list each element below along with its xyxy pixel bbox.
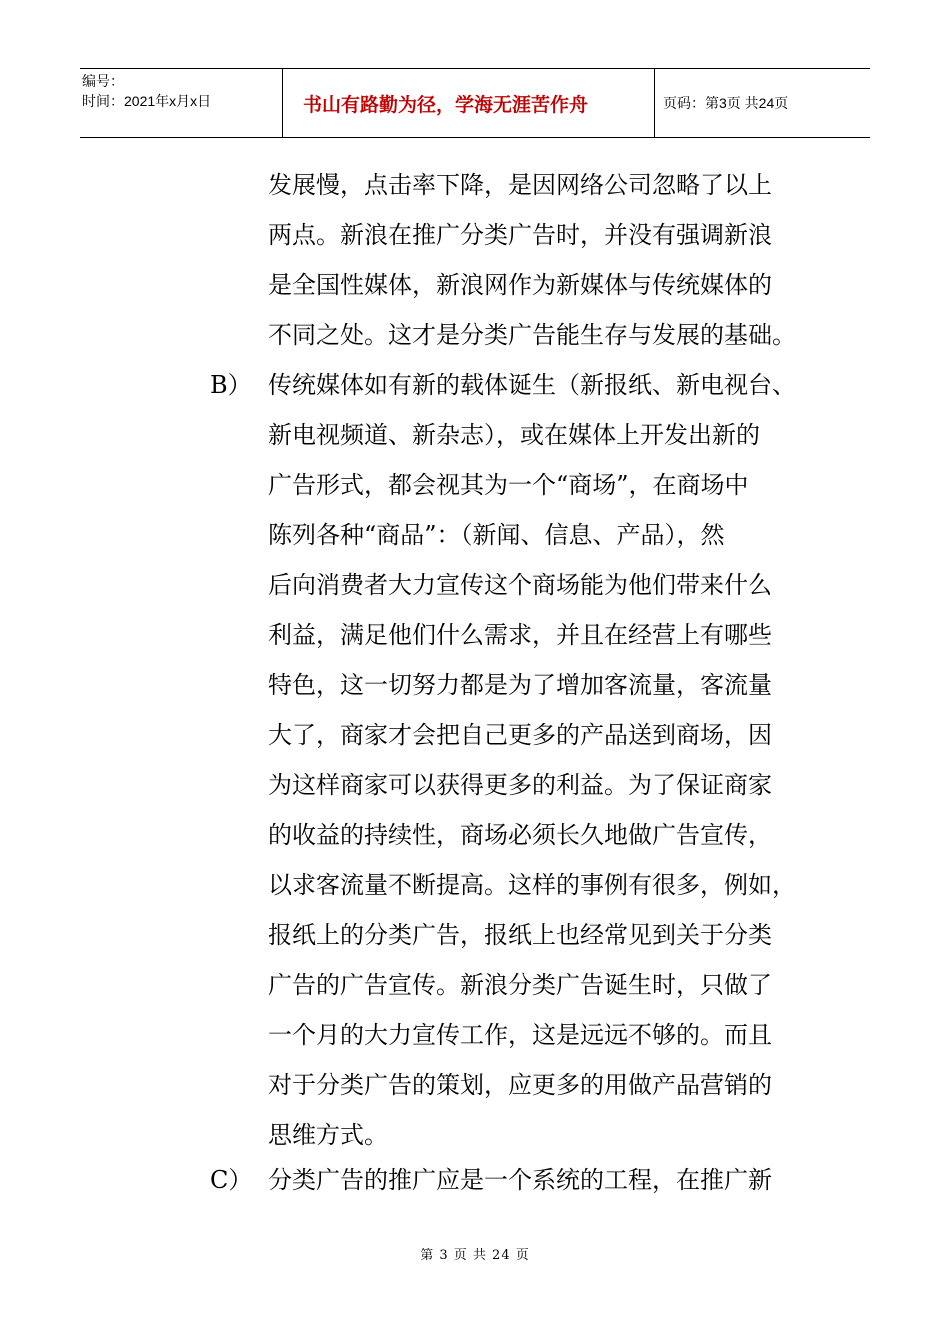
- page-footer: 第 3 页 共 24 页: [420, 1248, 530, 1263]
- text-line: 新电视频道、新杂志），或在媒体上开发出新的: [268, 421, 760, 449]
- text-line: 的收益的持续性，商场必须长久地做广告宣传，: [268, 821, 772, 849]
- header-meta: [80, 69, 282, 137]
- text-line: 特色，这一切努力都是为了增加客流量，客流量: [268, 671, 772, 699]
- text-line: 广告形式，都会视其为一个“商场”，在商场中: [268, 471, 749, 499]
- text-line: 一个月的大力宣传工作，这是远远不够的。而且: [268, 1021, 772, 1049]
- text-line: 广告的广告宣传。新浪分类广告诞生时，只做了: [268, 971, 772, 999]
- document-number-label: 编号：: [82, 73, 124, 89]
- text-line: 传统媒体如有新的载体诞生（新报纸、新电视台、: [268, 371, 796, 399]
- text-line: 陈列各种“商品”：（新闻、信息、产品），然: [268, 521, 725, 549]
- page-header: [80, 68, 870, 138]
- header-page-info: 页码：第3页 共24页: [663, 95, 789, 111]
- text-line: 利益，满足他们什么需求，并且在经营上有哪些: [268, 621, 772, 649]
- list-marker-c: C）: [210, 1166, 253, 1194]
- text-line: 发展慢，点击率下降，是因网络公司忽略了以上: [268, 171, 772, 199]
- text-line: 以求客流量不断提高。这样的事例有很多，例如，: [268, 871, 796, 899]
- text-line: 报纸上的分类广告，报纸上也经常见到关于分类: [268, 921, 772, 949]
- text-line: 分类广告的推广应是一个系统的工程，在推广新: [268, 1166, 772, 1194]
- text-line: 后向消费者大力宣传这个商场能为他们带来什么: [268, 571, 772, 599]
- text-line: 是全国性媒体，新浪网作为新媒体与传统媒体的: [268, 271, 772, 299]
- list-marker-b: B）: [210, 371, 252, 399]
- text-line: 对于分类广告的策划，应更多的用做产品营销的: [268, 1071, 772, 1099]
- document-time-label: 时间：2021年x月x日: [82, 93, 212, 109]
- text-line: 不同之处。这才是分类广告能生存与发展的基础。: [268, 321, 796, 349]
- text-line: 为这样商家可以获得更多的利益。为了保证商家: [268, 771, 772, 799]
- text-line: 大了，商家才会把自己更多的产品送到商场，因: [268, 721, 772, 749]
- text-line: 思维方式。: [268, 1121, 388, 1149]
- header-motto: 书山有路勤为径，学海无涯苦作舟: [282, 69, 655, 137]
- text-line: 两点。新浪在推广分类广告时，并没有强调新浪: [268, 221, 772, 249]
